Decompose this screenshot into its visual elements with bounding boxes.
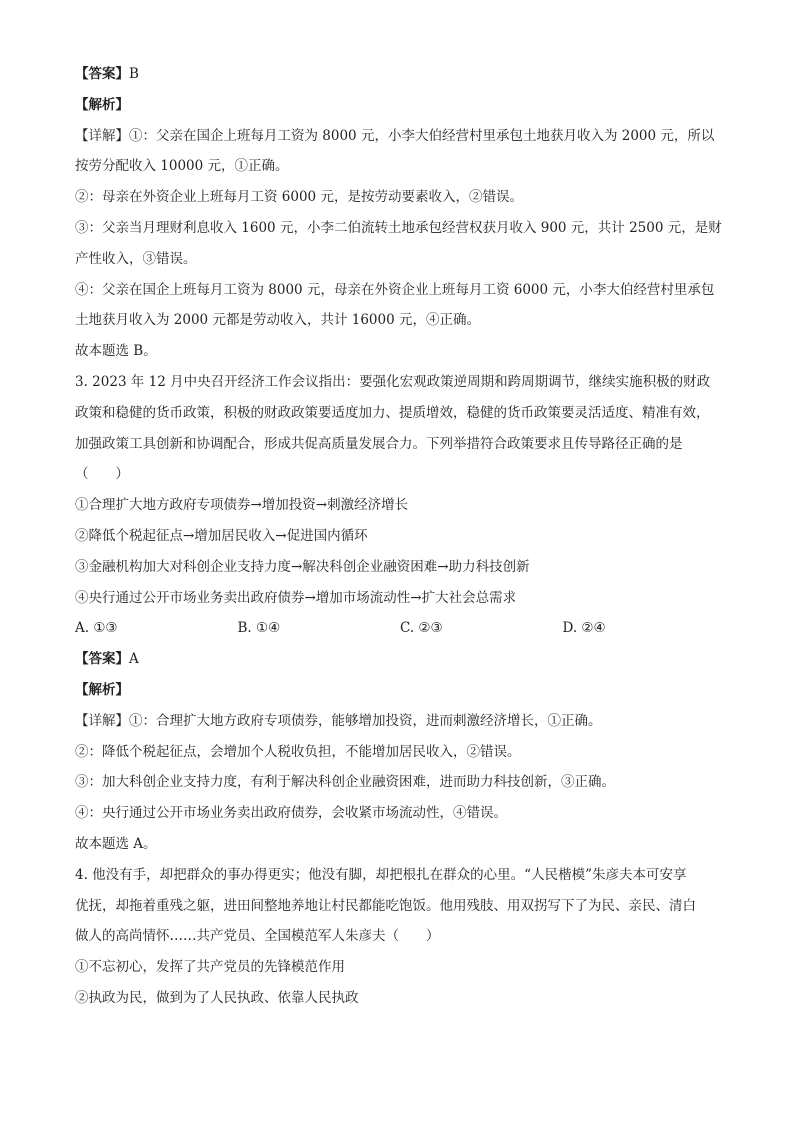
explanation-line: 土地获月收入为 2000 元都是劳动收入，共计 16000 元，④正确。 bbox=[75, 312, 480, 329]
detail-line bbox=[75, 126, 725, 146]
answer-line-1 bbox=[75, 64, 725, 84]
detail-line bbox=[75, 711, 725, 731]
answer-value: B bbox=[129, 66, 139, 82]
question-stem-line: 3. 2023 年 12 月中央召开经济工作会议指出：要强化宏观政策逆周期和跨周期调节，继续实施积极的财政 bbox=[75, 373, 711, 390]
question-stem-line: 政策和稳健的货币政策，积极的财政政策要适度加力、提质增效，稳健的货币政策要灵活适度、精准有效， bbox=[75, 404, 710, 421]
detail-text: ①：父亲在国企上班每月工资为 8000 元，小李大伯经营村里承包土地获月收入为 2000 元，所以 bbox=[129, 127, 715, 144]
detail-label: 【详解】 bbox=[75, 127, 129, 144]
answer-value: A bbox=[129, 651, 139, 668]
option-d: D. ②④ bbox=[562, 620, 606, 637]
question-item: ②执政为民，做到为了人民执政、依靠人民执政 bbox=[75, 989, 359, 1006]
explanation-line: ②：降低个税起征点，会增加个人税收负担，不能增加居民收入，②错误。 bbox=[75, 743, 521, 760]
analysis-label-1: 【解析】 bbox=[75, 96, 129, 113]
document-page bbox=[75, 64, 725, 1019]
explanation-line: ②：母亲在外资企业上班每月工资 6000 元，是按劳动要素收入，②错误。 bbox=[75, 189, 523, 206]
question-stem-line: 加强政策工具创新和协调配合，形成共促高质量发展合力。下列举措符合政策要求且传导路径正确的是 bbox=[75, 435, 683, 452]
answer-label: 【答案】 bbox=[75, 66, 129, 82]
explanation-line: ④：央行通过公开市场业务卖出政府债券，会收紧市场流动性，④错误。 bbox=[75, 805, 507, 822]
question-stem-line: 优抚，却拖着重残之躯，进田间整地养地让村民都能吃饱饭。他用残肢、用双拐写下了为民、亲民、清白 bbox=[75, 897, 696, 914]
option-c: C. ②③ bbox=[400, 620, 443, 637]
explanation-line: ④：父亲在国企上班每月工资为 8000 元，母亲在外资企业上班每月工资 6000 元，小李大伯经营村里承包 bbox=[75, 281, 715, 298]
detail-label: 【详解】 bbox=[75, 712, 129, 729]
answer-line-2 bbox=[75, 649, 725, 669]
question-stem-line: 做人的高尚情怀……共产党员、全国模范军人朱彦夫（ ） bbox=[75, 928, 440, 945]
conclusion-line: 故本题选 B。 bbox=[75, 343, 157, 360]
explanation-line: 产性收入，③错误。 bbox=[75, 250, 197, 267]
explanation-line: ③：加大科创企业支持力度，有利于解决科创企业融资困难，进而助力科技创新，③正确。 bbox=[75, 774, 615, 791]
question-item: ③金融机构加大对科创企业支持力度→解决科创企业融资困难→助力科技创新 bbox=[75, 558, 530, 575]
option-a: A. ①③ bbox=[75, 620, 118, 637]
explanation-line: 按劳分配收入 10000 元，①正确。 bbox=[75, 158, 289, 175]
conclusion-line: 故本题选 A。 bbox=[75, 835, 157, 852]
question-stem-line: 4. 他没有手，却把群众的事办得更实；他没有脚，却把根扎在群众的心里。“人民楷模”朱彦夫本可安享 bbox=[75, 866, 687, 883]
option-b: B. ①④ bbox=[237, 620, 281, 637]
answer-options bbox=[75, 618, 725, 638]
question-item: ④央行通过公开市场业务卖出政府债券→增加市场流动性→扩大社会总需求 bbox=[75, 589, 517, 606]
answer-label: 【答案】 bbox=[75, 651, 129, 668]
analysis-label-2: 【解析】 bbox=[75, 681, 129, 698]
answer-blank: （ ） bbox=[75, 466, 129, 483]
question-item: ①不忘初心，发挥了共产党员的先锋模范作用 bbox=[75, 959, 345, 976]
detail-text: ①：合理扩大地方政府专项债券，能够增加投资，进而刺激经济增长，①正确。 bbox=[129, 712, 602, 729]
explanation-line: ③：父亲当月理财利息收入 1600 元，小李二伯流转土地承包经营权获月收入 900 元，共计 2500 元，是财 bbox=[75, 219, 722, 236]
question-item: ①合理扩大地方政府专项债券→增加投资→刺激经济增长 bbox=[75, 497, 409, 514]
question-item: ②降低个税起征点→增加居民收入→促进国内循环 bbox=[75, 527, 368, 544]
